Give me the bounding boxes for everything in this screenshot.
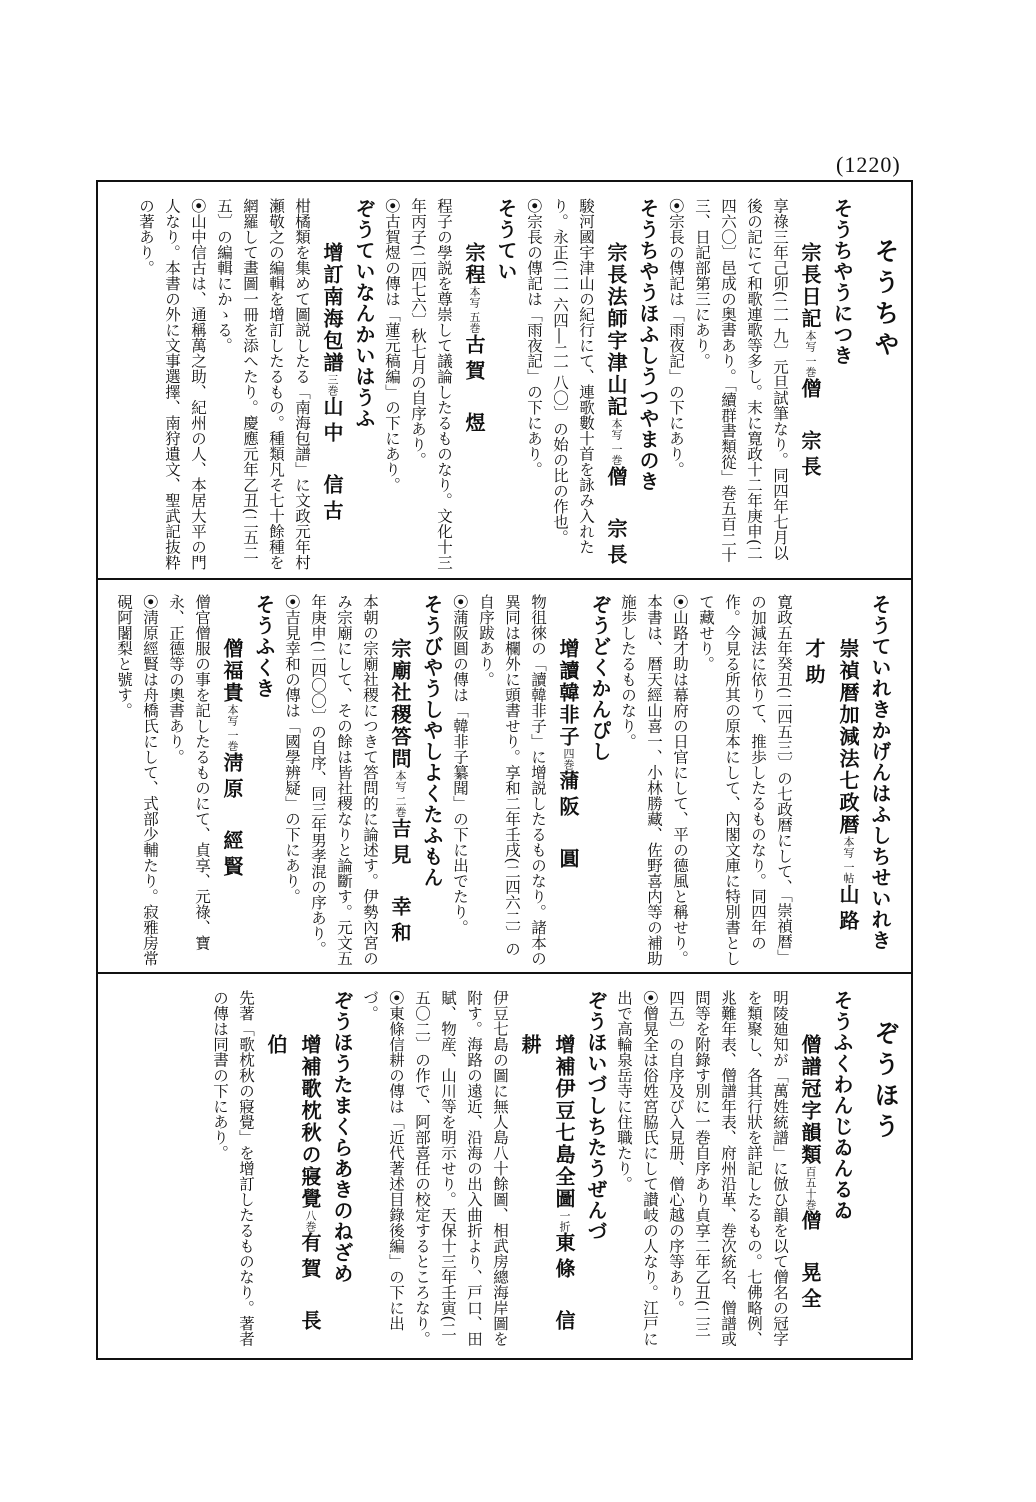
entry-reading: ぞうていなんかいはうふ (352, 198, 376, 429)
entry-volume: 本写 五巻 (468, 286, 481, 334)
entry-heading (513, 990, 581, 1352)
entry-reading: ぞうほうたまくらあきのねざめ (330, 990, 354, 1284)
row-divider-1 (98, 578, 911, 580)
entry-heading (383, 594, 417, 966)
entry (447, 594, 615, 966)
entry-author: 蒲阪 圓 (556, 770, 580, 874)
entry-title: 增讀韓非子 (556, 638, 580, 748)
entry-reading: ぞうどくかんぴし (588, 594, 612, 762)
entry-title: 宗廟社稷答問 (388, 638, 412, 770)
entry-heading (259, 990, 327, 1352)
entry-heading (797, 594, 865, 966)
panel-row-1 (115, 198, 857, 572)
entry (279, 594, 447, 966)
entry-paragraph: ⦿淸原經賢は舟橋氏にして、式部少輔たり。寂雅房常硯阿闍梨と號す。 (115, 594, 159, 966)
entry-heading (793, 198, 827, 572)
entry-heading (599, 198, 633, 572)
entry-heading (215, 594, 249, 966)
entry-reading: そうびやうしやしよくたふもん (420, 594, 444, 888)
section-heading-zou-hou: ぞうほう (871, 1020, 900, 1144)
entry-paragraph: 僧官僧服の事を記したるものにて、貞享、元祿、寶永、正德等の奧書あり。 (167, 594, 211, 951)
entry-title: 宗長法師宇津山記 (604, 242, 628, 418)
entry-heading (457, 198, 491, 572)
entry-author: 有賀 長伯 (264, 1034, 322, 1336)
entry-heading (793, 990, 827, 1352)
entry-reading: そうちやうほふしうつやまのき (636, 198, 660, 492)
entry-volume: 本写 一巻 (226, 704, 239, 752)
entry-paragraph: ⦿吉見幸和の傳は「國學辨疑」の下にあり。 (283, 594, 301, 905)
entry-title: 增補伊豆七島全圖 (552, 1034, 576, 1210)
entry-title: 增補歌枕秋の寢覺 (298, 1034, 322, 1210)
page-frame (96, 180, 913, 1360)
entry-paragraph: 程子の學説を尊崇して議論したるものなり。文化十三年丙子(二四七六〕秋七月の自序あり。 (409, 198, 453, 570)
entry (207, 990, 357, 1352)
entry (663, 198, 857, 572)
entry-volume: 百五十巻 (804, 1166, 817, 1210)
entry-title: 崇禎暦加減法七政暦 (836, 638, 860, 836)
entry-paragraph: ⦿蒲阪圓の傳は「韓非子纂聞」の下に出でたり。 (451, 594, 469, 936)
entry-paragraph: ⦿東條信耕の傳は「近代著述目錄後編」の下に出づ。 (361, 990, 405, 1332)
row-divider-2 (98, 972, 911, 974)
entry-author: 淸原 經賢 (220, 751, 244, 882)
entry-volume: 本写 二巻 (394, 770, 407, 818)
entry (357, 990, 611, 1352)
entry-reading: ぞうほいづしちたうぜんづ (584, 990, 608, 1242)
entry-paragraph: ⦿僧晃全は俗姓宮脇氏にして讃岐の人なり。江戸に出で高輪泉岳寺に住職たり。 (615, 990, 659, 1347)
entry-heading (551, 594, 585, 966)
entry-volume: 本写 一巻 (610, 418, 623, 466)
entry-author: 僧 宗長 (604, 465, 628, 570)
entry-paragraph: ⦿古賀煜の傳は「蓮元稿編」の下にあり。 (383, 198, 401, 493)
entry-author: 古賀 煜 (462, 333, 486, 438)
entry-paragraph: ⦿山中信古は、通稱萬之助、紀州の人、本居大平の門人なり。本書の外に文事選擇、南狩遺文、聖武記抜粋の著あり。 (137, 198, 207, 571)
entry-paragraph: 駿河國宇津山の紀行にて、連歌數十首を詠み入れたり。永正(二一六四―二一八〇〕の始の比の作也。 (551, 198, 595, 555)
panel-row-2 (115, 594, 895, 966)
entry-title: 宗長日記 (798, 242, 822, 330)
entry-paragraph: ⦿宗長の傳記は「雨夜記」の下にあり。 (525, 198, 543, 478)
entry-reading: そうふくき (252, 594, 276, 699)
entry-paragraph: 柑橘類を集めて圖説したる「南海包譜」に文政元年村瀬敬之の編輯を增訂したるもの。種類凡そ七十餘種を網羅して畫圖一冊を添へたり。慶應元年乙丑(二五二五〕の編輯にかゝる。 (215, 198, 311, 570)
entry-author: 山路 才助 (802, 638, 860, 962)
entry (379, 198, 521, 572)
entry-reading: そうていれきかげんはふしちせいれき (868, 594, 892, 951)
entry-paragraph: 物徂徠の「讀韓非子」に增説したるものなり。諸本の異同は欄外に頭書せり。享和二年壬戌(二四六二〕の自序跋あり。 (477, 594, 547, 966)
entry-author: 僧 晃全 (798, 1210, 822, 1314)
entry-paragraph: 本朝の宗廟社稷につきて答問的に論述す。伊勢內宮のみ宗廟にして、その餘は皆社稷なりと論斷す。元文五年庚申(二四〇〇〕の自序、同三年男孝混の序あり。 (309, 594, 379, 966)
entry-volume: 本写 一帖 (842, 836, 855, 884)
entry (615, 594, 895, 966)
entry-paragraph: 寛政五年癸丑(二四五三〕の七政暦にして、「崇禎暦」の加減法に依りて、推歩したるものなり。同四年の作。今見る所其の原本にして、內閣文庫に特別書として藏せり。 (697, 594, 793, 966)
entry-volume: 八巻 (304, 1210, 317, 1232)
entry-author: 東條 信耕 (518, 1034, 576, 1336)
entry-reading: そうてい (494, 198, 518, 282)
page-number: (1220) (836, 152, 901, 177)
entry-author: 吉見 幸和 (388, 817, 412, 948)
entry-volume: 四巻 (562, 748, 575, 770)
entry-reading: そうちやうにつき (830, 198, 854, 366)
entry-title: 僧譜冠字韻類 (798, 1034, 822, 1166)
panel-row-3 (115, 990, 857, 1352)
entry-title: 僧福貴 (220, 638, 244, 704)
entry-title: 宗程 (462, 242, 486, 286)
entry-paragraph: 享祿三年己卯(二一九〕元旦試筆なり。同四年七月以後の記にて和歌連歌等多し。末に寛政十二年庚申(二四六〇〕邑成の奥書あり。「續群書類從」巻五百二十三、日記部第三にあり。 (693, 198, 789, 563)
entry-paragraph: 先著「歌枕秋の寢覺」を增訂したるものなり。著者の傳は同書の下にあり。 (211, 990, 255, 1347)
entry-reading: そうふくわんじゐんるゐ (830, 990, 854, 1221)
entry (133, 198, 379, 572)
entry (521, 198, 663, 572)
entry-heading (315, 198, 349, 572)
entry-volume: 三巻 (326, 374, 339, 396)
entry-paragraph: 伊豆七島の圖に無人島八十餘圖、相武房總海岸圖を附す。海路の遠近、沿海の出入曲折より、戸口、田賦、物産、山川等を明示せり。天保十三年壬寅(二五〇二〕の作で、阿部喜任の校定するところなり。 (413, 990, 509, 1347)
entry-paragraph: 明陵廸知が「萬姓統譜」に倣ひ韻を以て僧名の冠字を類聚し、各其行狀を詳記したるもの。七佛略例、兆難年表、僧譜年表、府州沿革、巻次統名、僧譜或問等を附錄す別に一巻自序あり貞享二年乙丑(二三四五〕の自序及び入見册、僧心越の序等あり。 (667, 990, 789, 1347)
entry-paragraph: ⦿山路才助は幕府の日官にして、平の德風と稱せり。本書は、暦天經山喜一、小林勝藏、佐野喜内等の補助施歩したるものなり。 (619, 594, 689, 966)
entry (611, 990, 857, 1352)
entry-author: 山中 信古 (320, 396, 344, 526)
entry-volume: 一折 (558, 1210, 571, 1232)
entry (115, 594, 279, 966)
entry-author: 僧 宗長 (798, 377, 822, 482)
entry-title: 增訂南海包譜 (320, 242, 344, 374)
entry-volume: 本写 一巻 (804, 330, 817, 378)
entry-paragraph: ⦿宗長の傳記は「雨夜記」の下にあり。 (667, 198, 685, 478)
section-heading-sou-cha: そうちや (871, 238, 900, 362)
